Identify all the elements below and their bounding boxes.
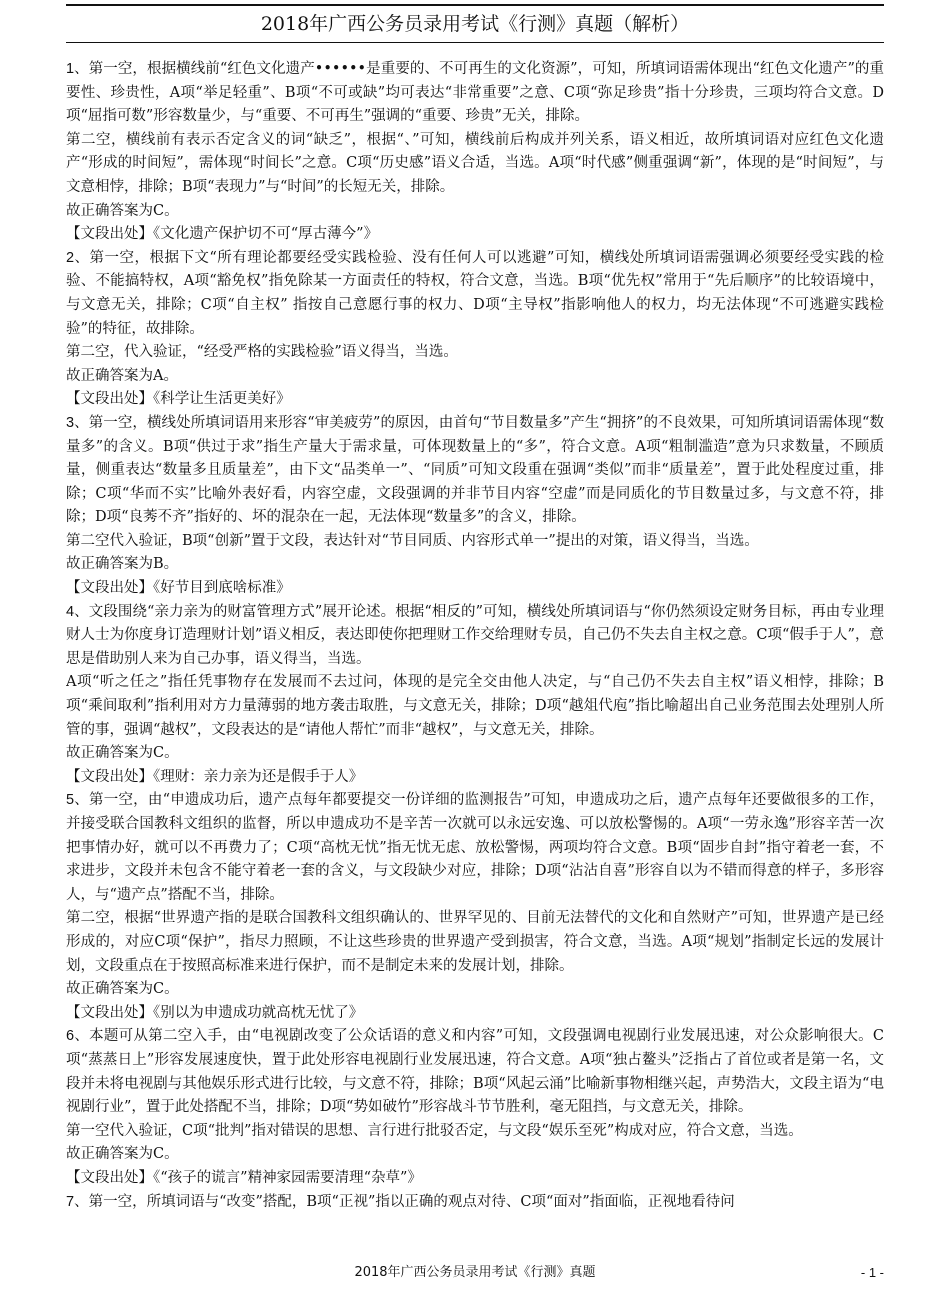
paragraph: 第二空，根据“世界遗产指的是联合国教科文组织确认的、世界罕见的、目前无法替代的文化和自然财产”可知，世界遗产是已经形成的，对应C项“保护”，指尽力照顾，不让这些珍贵的世界遗产受到损害，符合文意，当选。A项“规划”指制定长远的发展计划，文段重点在于按照高标准来进行保护，而不是制定未来的发展计划，排除。 xyxy=(66,910,884,974)
paragraph xyxy=(66,1191,884,1215)
top-rule xyxy=(66,4,884,6)
paragraph: 第二空，横线前有表示否定含义的词“缺乏”，根据“、”可知，横线前后构成并列关系，语义相近，故所填词语对应红色文化遗产“形成的时间短”，需体现“时间长”之意。C项“历史感”语义合适，当选。A项“时代感”侧重强调“新”，体现的是“时间短”，与文意相悖，排除；B项“表现力”与“时间”的长短无关，排除。 xyxy=(66,131,884,195)
question-number: 5 xyxy=(66,792,75,809)
title-rule xyxy=(66,42,884,43)
paragraph-text: 、第一空，由“申遗成功后，遗产点每年都要提交一份详细的监测报告”可知，申遗成功之后，遗产点每年还要做很多的工作，并接受联合国教科文组织的监督，所以申遗成功不是辛苦一次就可以永远安逸、可以放松警惕的。A项“一劳永逸”形容辛苦一次把事情办好，就可以不再费力了；C项“高枕无忧”指无忧无虑、放松警惕，两项均符合文意。B项“固步自封”指守着老一套，不求进步，文段并未包含不能守着老一套的含义，与文段缺少对应，排除；D项“沾沾自喜”形容自以为不错而得意的样子，多形容人，与“遗产点”搭配不当，排除。 xyxy=(66,792,884,903)
paragraph-text: 、第一空，根据下文“所有理论都要经受实践检验、没有任何人可以逃避”可知，横线处所填词语需强调必须要经受实践的检验、不能搞特权，A项“豁免权”指免除某一方面责任的特权，符合文意，当选。B项“优先权”常用于“先后顺序”的比较语境中，与文意无关，排除；C项“自主权” 指按自己意愿行事的权力、D项“主导权”指影响他人的权力，均无法体现“不可逃避实践检验”的特征，故排除。 xyxy=(66,249,884,337)
paragraph-text: 、第一空，根据横线前“红色文化遗产••••••是重要的、不可再生的文化资源”，可知，所填词语需体现出“红色文化遗产”的重要性、珍贵性，A项“举足轻重”、B项“不可或缺”均可表达“非常重要”之意、C项“弥足珍贵”指十分珍贵，三项均符合文意。D项“屈指可数”形容数量少，与“重要、不可再生”强调的“重要、珍贵”无关，排除。 xyxy=(66,61,884,125)
question-number: 7 xyxy=(66,1193,75,1210)
question-number: 1 xyxy=(66,61,75,77)
paragraph: 第一空代入验证，C项“批判”指对错误的思想、言行进行批驳否定，与文段“娱乐至死”构成对应，符合文意，当选。 xyxy=(66,1122,803,1139)
source-line: 【文段出处】《好节目到底啥标准》 xyxy=(66,580,291,597)
answer-line: 故正确答案为B。 xyxy=(66,556,179,573)
paragraph xyxy=(66,58,884,129)
page-number: - 1 - xyxy=(860,1265,884,1280)
paragraph xyxy=(66,789,884,907)
paragraph: A项“听之任之”指任凭事物存在发展而不去过问，体现的是完全交由他人决定，与“自己仍不失去自主权”语义相悖，排除；B项“乘间取利”指利用对方力量薄弱的地方袭击取胜，与文意无关，排除；D项“越俎代庖”指比喻超出自己业务范围去处理别人所管的事，强调“越权”，文段表达的是“请他人帮忙”而非“越权”，与文意无关，排除。 xyxy=(66,674,884,738)
answer-line: 故正确答案为A。 xyxy=(66,367,178,384)
source-line: 【文段出处】《“孩子的谎言”精神家园需要清理“杂草”》 xyxy=(66,1169,422,1186)
question-number: 2 xyxy=(66,249,75,266)
footer-title: 2018年广西公务员录用考试《行测》真题 xyxy=(354,1265,596,1280)
answer-line: 故正确答案为C。 xyxy=(66,981,179,998)
source-line: 【文段出处】《理财：亲力亲为还是假手于人》 xyxy=(66,768,364,785)
answer-line: 故正确答案为C。 xyxy=(66,745,179,762)
paragraph-text: 、第一空，所填词语与“改变”搭配，B项“正视”指以正确的观点对待、C项“面对”指面临，正视地看待问 xyxy=(74,1193,735,1210)
paragraph xyxy=(66,1025,884,1119)
paragraph-text: 、本题可从第二空入手，由“电视剧改变了公众话语的意义和内容”可知，文段强调电视剧行业发展迅速，对公众影响很大。C项“蒸蒸日上”形容发展速度快，置于此处形容电视剧行业发展迅速，符合文意。A项“独占鳌头”泛指占了首位或者是第一名，文段并未将电视剧与其他娱乐形式进行比较，与文意不符，排除；B项“风起云涌”比喻新事物相继兴起，声势浩大，文段主语为“电视剧行业”，置于此处搭配不当，排除；D项“势如破竹”形容战斗节节胜利，毫无阻挡，与文意无关，排除。 xyxy=(66,1028,884,1116)
question-number: 3 xyxy=(66,414,75,431)
paragraph xyxy=(66,601,884,672)
question-number: 4 xyxy=(66,603,75,620)
question-number: 6 xyxy=(66,1028,75,1045)
answer-line: 故正确答案为C。 xyxy=(66,1146,179,1163)
document-body xyxy=(66,58,884,1258)
paragraph: 第二空代入验证，B项“创新”置于文段，表达针对“节目同质、内容形式单一”提出的对策，语义得当，当选。 xyxy=(66,532,759,549)
answer-line: 故正确答案为C。 xyxy=(66,202,179,219)
page-footer xyxy=(66,1262,884,1284)
paragraph-text: 、文段围绕“亲力亲为的财富管理方式”展开论述。根据“相反的”可知，横线处所填词语与“你仍然须设定财务目标，再由专业理财人士为你度身订造理财计划”语义相反，表达即使你把理财工作交给理财专员，自己仍不失去自主权之意。C项“假手于人”，意思是借助别人来为自己办事，语义得当，当选。 xyxy=(66,603,884,667)
paragraph xyxy=(66,247,884,341)
page-title: 2018年广西公务员录用考试《行测》真题（解析） xyxy=(260,13,690,35)
source-line: 【文段出处】《科学让生活更美好》 xyxy=(66,391,291,408)
source-line: 【文段出处】《文化遗产保护切不可“厚古薄今”》 xyxy=(66,226,379,243)
paragraph: 第二空，代入验证，“经受严格的实践检验”语义得当，当选。 xyxy=(66,344,458,361)
paragraph xyxy=(66,412,884,530)
paragraph-text: 、第一空，横线处所填词语用来形容“审美疲劳”的原因，由首句“节目数量多”产生“拥挤”的不良效果，可知所填词语需体现“数量多”的含义。B项“供过于求”指生产量大于需求量，可体现数量上的“多”，符合文意。A项“粗制滥造”意为只求数量，不顾质量，侧重表达“数量多且质量差”，由下文“品类单一”、“同质”可知文段重在强调“类似”而非“质量差”，置于此处程度过重，排除；C项“华而不实”比喻外表好看，内容空虚，文段强调的并非节目内容“空虚”而是同质化的节目数量过多，与文意不符，排除；D项“良莠不齐”指好的、坏的混杂在一起，无法体现“数量多”的含义，排除。 xyxy=(66,414,884,526)
source-line: 【文段出处】《别以为申遗成功就高枕无忧了》 xyxy=(66,1004,364,1021)
